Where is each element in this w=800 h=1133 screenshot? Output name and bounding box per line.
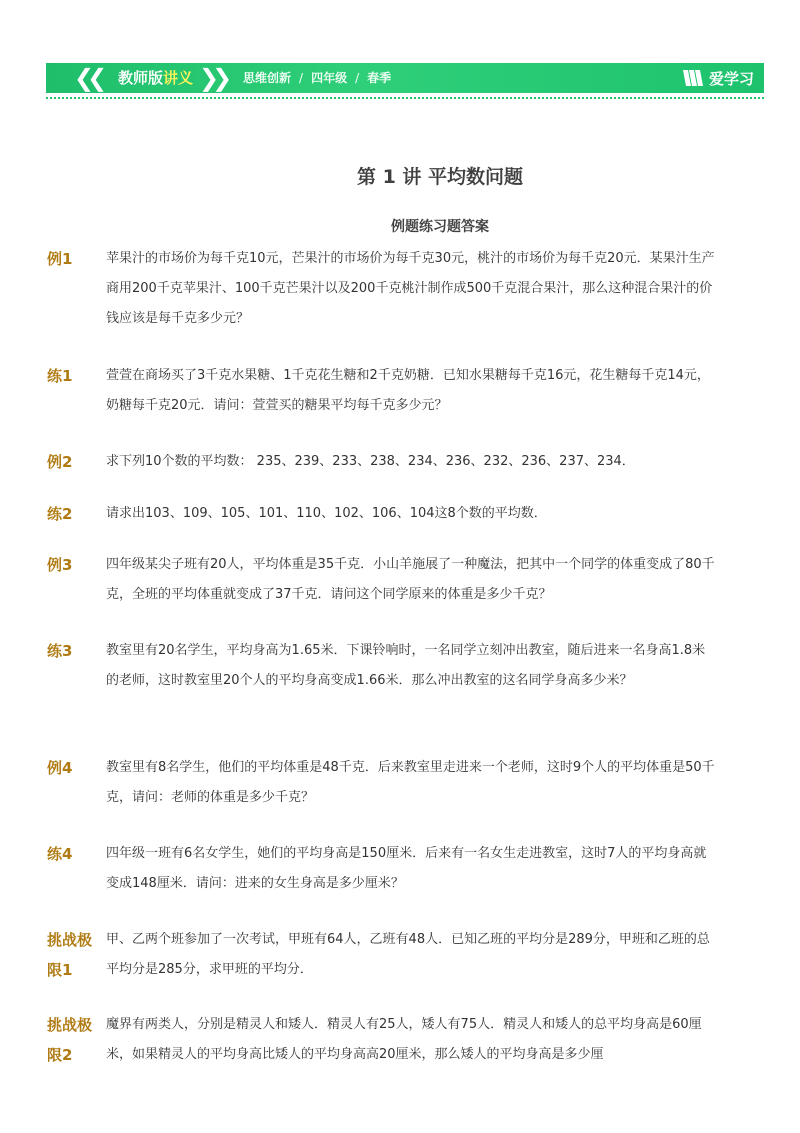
header-divider	[46, 97, 764, 99]
problem-label: 练4	[47, 845, 73, 863]
brand-logo	[682, 63, 754, 93]
problem-text: 教室里有8名学生，他们的平均体重是48千克．后来教室里走进来一个老师，这时9个人的平均体重是50千克，请问：老师的体重是多少千克？	[106, 760, 715, 805]
problem-label: 练3	[47, 642, 73, 660]
problem-label: 练2	[47, 505, 73, 523]
brand-mark-icon	[682, 68, 704, 88]
problem-label: 例4	[47, 759, 73, 777]
problem-text: 魔界有两类人，分别是精灵人和矮人．精灵人有25人，矮人有75人．精灵人和矮人的总平均身高是60厘米，如果精灵人的平均身高比矮人的平均身高高20厘米，那么矮人的平均身高是多少厘	[106, 1017, 702, 1062]
double-chevron-right-icon: ❯❯	[199, 64, 226, 92]
problem-text: 求下列10个数的平均数： 235、239、233、238、234、236、232、236、237、234．	[106, 454, 635, 469]
problem-label: 挑战极限1	[47, 931, 93, 979]
problem-label: 例3	[47, 556, 73, 574]
problem-text: 萱萱在商场买了3千克水果糖、1千克花生糖和2千克奶糖．已知水果糖每千克16元，花生糖每千克14元，奶糖每千克20元．请问：萱萱买的糖果平均每千克多少元？	[106, 368, 710, 413]
problem-label: 例2	[47, 453, 73, 471]
header-bar	[46, 63, 764, 93]
problem-label: 练1	[47, 367, 73, 385]
crumb-separator: /	[299, 71, 304, 85]
double-chevron-left-icon: ❮❮	[74, 64, 101, 92]
problem-label: 挑战极限2	[47, 1016, 93, 1064]
handout-title	[118, 63, 193, 93]
page-subtitle: 例题练习题答案	[391, 219, 489, 235]
handout-title-accent: 讲义	[163, 69, 194, 87]
crumb-grade: 四年级	[311, 71, 348, 85]
crumb-subject: 思维创新	[243, 71, 292, 85]
crumb-term: 春季	[367, 71, 392, 85]
problem-text: 四年级某尖子班有20人，平均体重是35千克．小山羊施展了一种魔法，把其中一个同学的体重变成了80千克，全班的平均体重就变成了37千克．请问这个同学原来的体重是多少千克？	[106, 557, 715, 602]
problem-text: 甲、乙两个班参加了一次考试，甲班有64人，乙班有48人．已知乙班的平均分是289分，甲班和乙班的总平均分是285分，求甲班的平均分．	[106, 932, 710, 977]
problem-text: 请求出103、109、105、101、110、102、106、104这8个数的平均数．	[106, 506, 547, 521]
handout-title-main: 教师版	[118, 69, 164, 87]
breadcrumb	[243, 63, 391, 93]
brand-name: 爱学习	[708, 69, 754, 88]
page-title: 第 1 讲 平均数问题	[356, 166, 524, 188]
problem-text: 苹果汁的市场价为每千克10元，芒果汁的市场价为每千克30元，桃汁的市场价为每千克20元．某果汁生产商用200千克苹果汁、100千克芒果汁以及200千克桃汁制作成500千克混合果汁，那么这种混合果汁的价钱应该是每千克多少元？	[106, 251, 715, 326]
problem-label: 例1	[47, 250, 73, 268]
problem-text: 教室里有20名学生，平均身高为1.65米．下课铃响时，一名同学立刻冲出教室，随后进来一名身高1.8米的老师，这时教室里20个人的平均身高变成1.66米．那么冲出教室的这名同学身高多少米？	[106, 643, 706, 688]
crumb-separator: /	[355, 71, 360, 85]
problem-text: 四年级一班有6名女学生，她们的平均身高是150厘米．后来有一名女生走进教室，这时7人的平均身高就变成148厘米．请问：进来的女生身高是多少厘米？	[106, 846, 707, 891]
